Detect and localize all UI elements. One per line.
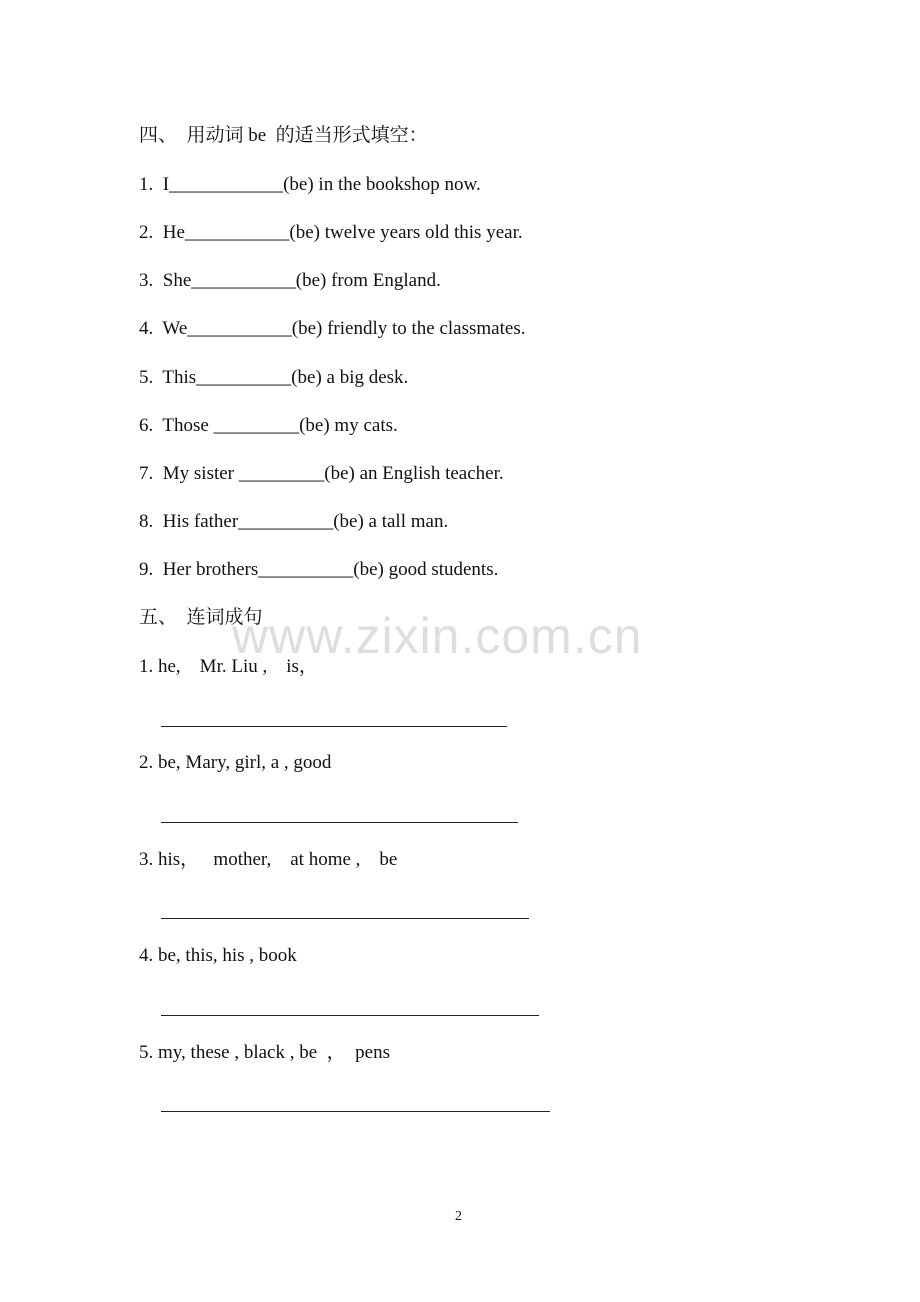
fill-blank-item-4: 4. We___________(be) friendly to the classmates. [139, 318, 526, 339]
fill-blank-item-5: 5. This__________(be) a big desk. [139, 367, 409, 388]
word-order-item-2: 2. be, Mary, girl, a , good [139, 752, 332, 773]
answer-line-2 [161, 822, 518, 823]
word-order-item-5: 5. my, these , black , be ， pens [139, 1042, 390, 1063]
word-order-item-4: 4. be, this, his , book [139, 945, 297, 966]
word-order-item-1: 1. he, Mr. Liu , is， [139, 656, 318, 677]
section5-heading: 五、 连词成句 [139, 607, 263, 628]
section4-heading: 四、 用动词 be 的适当形式填空： [139, 125, 428, 146]
answer-line-3 [161, 918, 529, 919]
watermark: www.zixin.com.cn [232, 608, 643, 664]
answer-line-4 [161, 1015, 539, 1016]
fill-blank-item-8: 8. His father__________(be) a tall man. [139, 511, 449, 532]
answer-line-1 [161, 726, 507, 727]
fill-blank-item-1: 1. I____________(be) in the bookshop now. [139, 174, 481, 195]
answer-line-5 [161, 1111, 550, 1112]
fill-blank-item-9: 9. Her brothers__________(be) good students. [139, 559, 499, 580]
page-number: 2 [455, 1209, 462, 1224]
fill-blank-item-2: 2. He___________(be) twelve years old this year. [139, 222, 523, 243]
fill-blank-item-7: 7. My sister _________(be) an English teacher. [139, 463, 504, 484]
word-order-item-3: 3. his， mother, at home , be [139, 849, 398, 870]
fill-blank-item-3: 3. She___________(be) from England. [139, 270, 441, 291]
fill-blank-item-6: 6. Those _________(be) my cats. [139, 415, 398, 436]
